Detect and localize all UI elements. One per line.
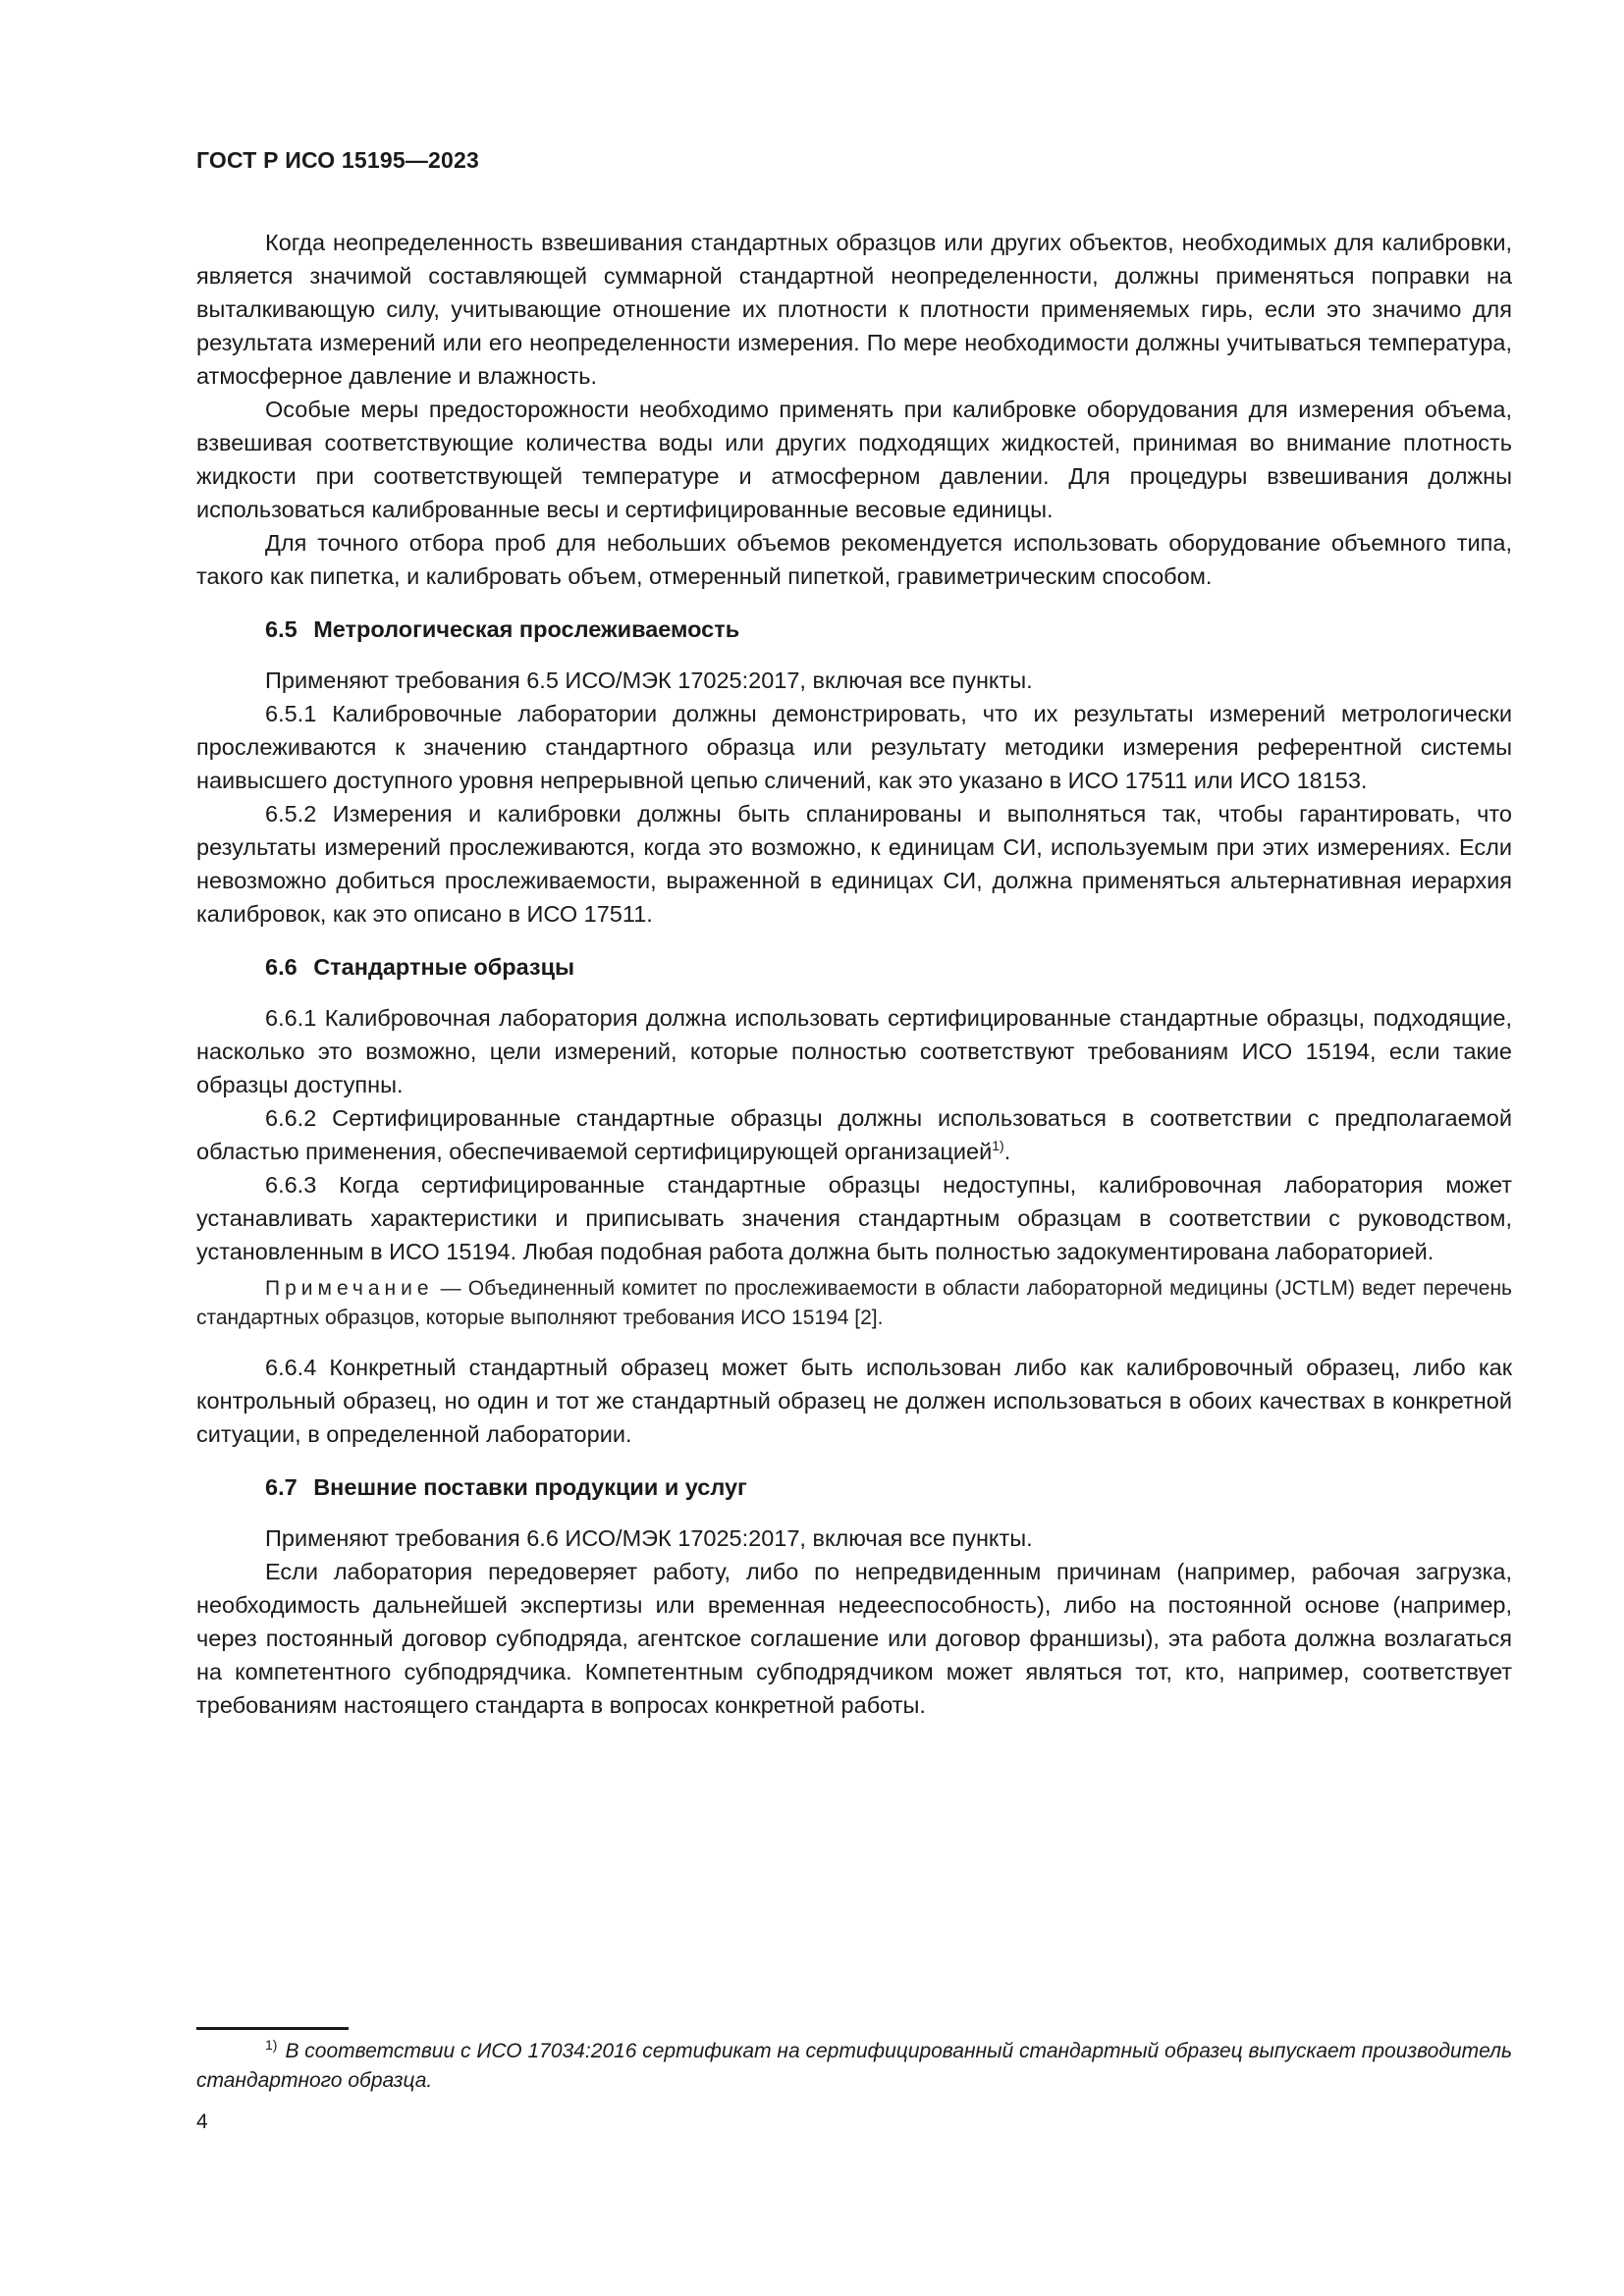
heading-title: Стандартные образцы — [313, 954, 575, 980]
footnote-reference: 1) — [992, 1138, 1004, 1154]
footnote-text: В соответствии с ИСО 17034:2016 сертификат на сертифицированный стандартный образец выпускает производитель стандартного образца. — [196, 2040, 1512, 2092]
paragraph-6-7-subcontract: Если лаборатория передоверяет работу, либо по непредвиденным причинам (например, рабочая загрузка, необходимость дальнейшей экспертизы или временная недееспособность), либо на постоянной основе (например, через постоянный договор субподряда, агентское соглашение или договор франшизы), эта работа должна возлагаться на компетентного субподрядчика. Компетентным субподрядчиком может являться тот, кто, например, соответствует требованиям настоящего стандарта в вопросах конкретной работы. — [196, 1559, 1512, 1718]
paragraph-6-5-1: 6.5.1 Калибровочные лаборатории должны демонстрировать, что их результаты измерений метрологически прослеживаются к значению стандартного образца или результату методики измерения референтной системы наивысшего доступного уровня непрерывной цепью сличений, как это указано в ИСО 17511 или ИСО 18153. — [196, 701, 1512, 793]
heading-6-6 — [196, 950, 1512, 984]
note-jctlm — [196, 1274, 1512, 1333]
heading-title: Метрологическая прослеживаемость — [313, 616, 740, 642]
heading-number: 6.5 — [265, 616, 298, 642]
paragraph-6-6-3: 6.6.3 Когда сертифицированные стандартные образцы недоступны, калибровочная лаборатория может устанавливать характеристики и приписывать значения стандартным образцам в соответствии с руководством, установленным в ИСО 15194. Любая подобная работа должна быть полностью задокументирована лабораторией. — [196, 1172, 1512, 1264]
paragraph-6-5-intro: Применяют требования 6.5 ИСО/МЭК 17025:2017, включая все пункты. — [265, 667, 1033, 693]
heading-6-5 — [196, 613, 1512, 646]
note-text: — Объединенный комитет по прослеживаемости в области лабораторной медицины (JCTLM) ведет перечень стандартных образцов, которые выполняют требования ИСО 15194 [2]. — [196, 1277, 1512, 1329]
heading-6-7 — [196, 1470, 1512, 1504]
heading-number: 6.6 — [265, 954, 298, 980]
footnote-divider — [196, 2027, 349, 2030]
paragraph-6-6-1: 6.6.1 Калибровочная лаборатория должна использовать сертифицированные стандартные образцы, подходящие, насколько это возможно, цели измерений, которые полностью соответствуют требованиям ИСО 15194, если такие образцы доступны. — [196, 1005, 1512, 1097]
paragraph-buoyancy: Когда неопределенность взвешивания стандартных образцов или других объектов, необходимых для калибровки, является значимой составляющей суммарной стандартной неопределенности, должны применяться поправки на выталкивающую силу, учитывающие отношение их плотности к плотности применяемых гирь, если это значимо для результата измерений или его неопределенности измерения. По мере необходимости должны учитываться температура, атмосферное давление и влажность. — [196, 230, 1512, 389]
paragraph-6-6-4: 6.6.4 Конкретный стандартный образец может быть использован либо как калибровочный образец, либо как контрольный образец, но один и тот же стандартный образец не должен использоваться в обоих качествах в конкретной ситуации, в определенной лаборатории. — [196, 1355, 1512, 1447]
paragraph-6-6-2 — [196, 1101, 1512, 1168]
footnote — [196, 2037, 1512, 2096]
page-number: 4 — [196, 2110, 208, 2133]
paragraph-6-6-2-text: 6.6.2 Сертифицированные стандартные образцы должны использоваться в соответствии с предполагаемой областью применения, обеспечиваемой сертифицирующей организацией — [196, 1105, 1512, 1164]
paragraph-6-7-intro: Применяют требования 6.6 ИСО/МЭК 17025:2017, включая все пункты. — [265, 1525, 1033, 1551]
paragraph-6-6-2-end: . — [1003, 1139, 1011, 1164]
heading-title: Внешние поставки продукции и услуг — [313, 1474, 747, 1500]
note-label: Примечание — [265, 1277, 434, 1300]
paragraph-6-5-2: 6.5.2 Измерения и калибровки должны быть спланированы и выполняться так, чтобы гарантировать, что результаты измерений прослеживаются, когда это возможно, к единицам СИ, используемым при этих измерениях. Если невозможно добиться прослеживаемости, выраженной в единицах СИ, должна применяться альтернативная иерархия калибровок, как это описано в ИСО 17511. — [196, 801, 1512, 927]
paragraph-volume-calibration: Особые меры предосторожности необходимо применять при калибровке оборудования для измерения объема, взвешивая соответствующие количества воды или других подходящих жидкостей, принимая во внимание плотность жидкости при соответствующей температуре и атмосферном давлении. Для процедуры взвешивания должны использоваться калиброванные весы и сертифицированные весовые единицы. — [196, 397, 1512, 522]
heading-number: 6.7 — [265, 1474, 298, 1500]
document-header: ГОСТ Р ИСО 15195—2023 — [196, 147, 480, 173]
paragraph-small-volumes: Для точного отбора проб для небольших объемов рекомендуется использовать оборудование объемного типа, такого как пипетка, и калибровать объем, отмеренный пипеткой, гравиметрическим способом. — [196, 530, 1512, 589]
page-body — [196, 226, 1512, 1722]
footnote-mark: 1) — [265, 2037, 278, 2053]
